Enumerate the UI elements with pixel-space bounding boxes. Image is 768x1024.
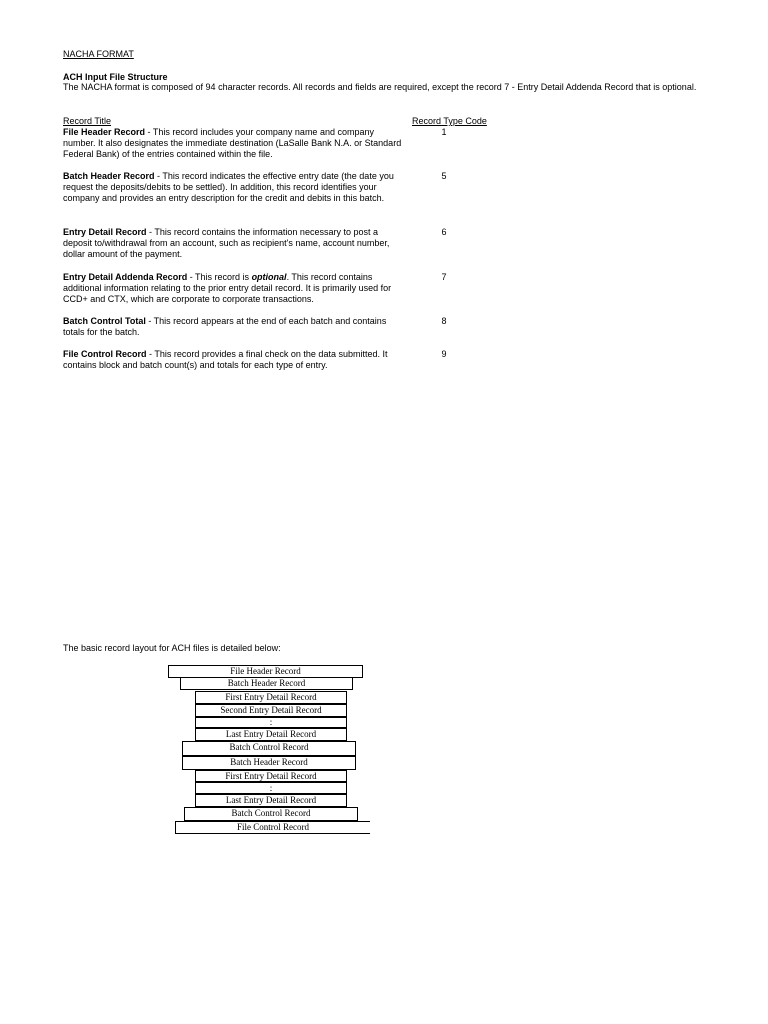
- record-type-code: 5: [441, 171, 447, 181]
- layout-batch-control-record: Batch Control Record: [182, 741, 356, 756]
- record-optional-emphasis: optional: [251, 272, 287, 282]
- layout-first-entry-detail-record-2: First Entry Detail Record: [195, 770, 347, 782]
- record-type-code: 9: [441, 349, 447, 359]
- record-name: File Header Record: [63, 127, 146, 137]
- record-batch-control-total: [63, 316, 403, 338]
- record-description: - This record provides a final check on the data submitted. It contains block and batch count(s) and totals for each type of entry.: [63, 349, 388, 370]
- layout-caption: The basic record layout for ACH files is detailed below:: [63, 643, 281, 653]
- record-name: Entry Detail Addenda Record: [63, 272, 188, 282]
- layout-last-entry-detail-record: Last Entry Detail Record: [195, 728, 347, 741]
- record-description: - This record includes your company name and company number. It also designates the immediate destination (LaSalle Bank N.A. or Standard Federal Bank) of the entries contained within the file.: [63, 127, 402, 159]
- record-name: Batch Header Record: [63, 171, 155, 181]
- layout-batch-control-record-2: Batch Control Record: [184, 807, 358, 821]
- record-description: - This record contains the information necessary to post a deposit to/withdrawal from an account, such as recipient's name, account number, dollar amount of the payment.: [63, 227, 390, 259]
- record-type-code: 8: [441, 316, 447, 326]
- record-type-code: 7: [441, 272, 447, 282]
- record-name: File Control Record: [63, 349, 147, 359]
- layout-ellipsis-2: :: [195, 782, 347, 794]
- record-entry-detail-addenda: [63, 272, 403, 305]
- record-file-header: [63, 127, 403, 160]
- record-batch-header: [63, 171, 403, 204]
- record-entry-detail: [63, 227, 403, 260]
- record-file-control: [63, 349, 403, 371]
- record-type-code: 1: [441, 127, 447, 137]
- layout-file-control-record: File Control Record: [175, 821, 370, 834]
- record-type-code: 6: [441, 227, 447, 237]
- layout-first-entry-detail-record: First Entry Detail Record: [195, 691, 347, 704]
- layout-last-entry-detail-record-2: Last Entry Detail Record: [195, 794, 347, 807]
- layout-batch-header-record-2: Batch Header Record: [182, 756, 356, 770]
- record-description: - This record indicates the effective entry date (the date you request the deposits/debits to be settled). In addition, this record identifies your company and provides an entry description for the credit and debits in this batch.: [63, 171, 394, 203]
- intro-paragraph: The NACHA format is composed of 94 character records. All records and fields are required, except the record 7 - Entry Detail Addenda Record that is optional.: [63, 82, 697, 92]
- record-name: Batch Control Total: [63, 316, 146, 326]
- layout-ellipsis: :: [195, 717, 347, 728]
- column-header-record-type-code: Record Type Code: [412, 116, 487, 126]
- section-heading: ACH Input File Structure: [63, 72, 168, 82]
- layout-second-entry-detail-record: Second Entry Detail Record: [195, 704, 347, 717]
- record-description: - This record appears at the end of each batch and contains totals for the batch.: [63, 316, 387, 337]
- column-header-record-title: Record Title: [63, 116, 112, 126]
- record-description-pre: - This record is: [187, 272, 252, 282]
- layout-batch-header-record: Batch Header Record: [180, 677, 353, 690]
- record-name: Entry Detail Record: [63, 227, 147, 237]
- document-title: NACHA FORMAT: [63, 49, 134, 59]
- layout-file-header-record: File Header Record: [168, 665, 363, 678]
- record-description: . This record contains additional information relating to the prior entry detail record. It is primarily used for CCD+ and CTX, which are corporate to corporate transactions.: [63, 272, 392, 304]
